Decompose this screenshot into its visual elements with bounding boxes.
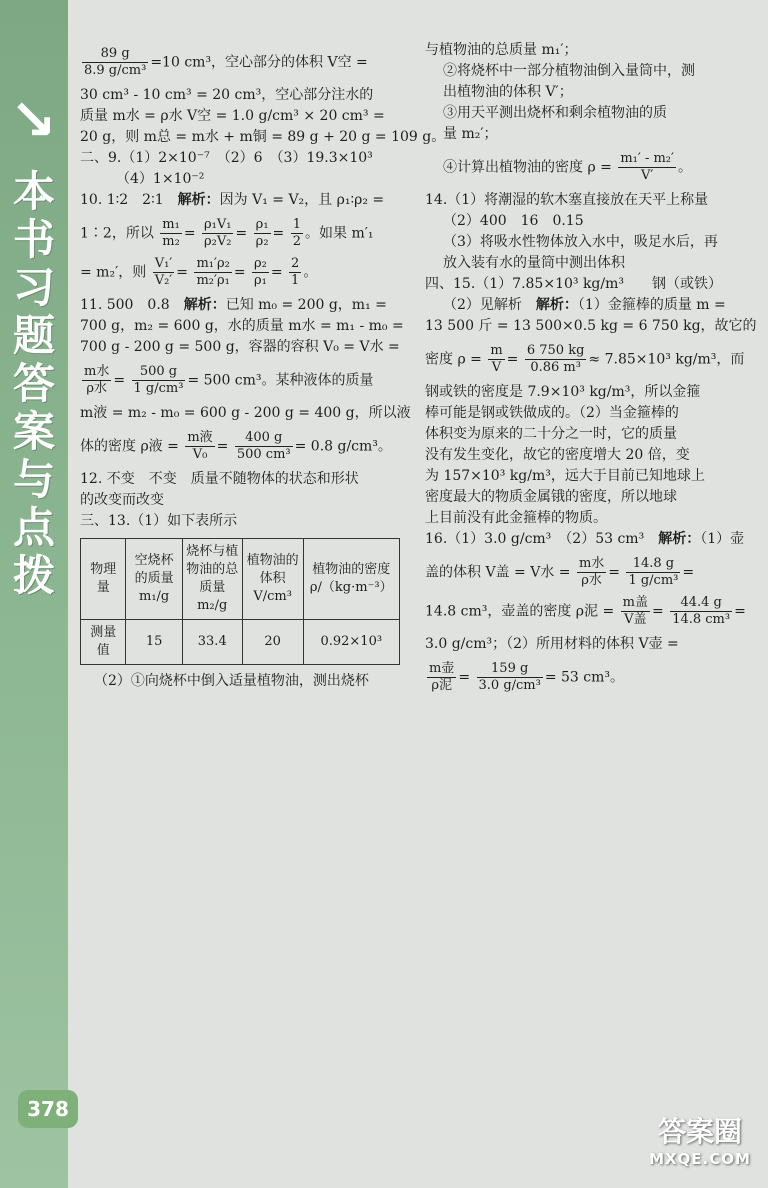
answer-line: 16.（1）3.0 g/cm³ （2）53 cm³ 解析：（1）壶 xyxy=(425,531,745,547)
answer-line: 30 cm³ - 10 cm³ = 20 cm³，空心部分注水的 xyxy=(80,87,374,103)
answer-line: 10. 1∶2 2∶1 解析：因为 V₁ = V₂，且 ρ₁∶ρ₂ = xyxy=(80,192,385,208)
page-number: 378 xyxy=(18,1090,78,1128)
answer-line: $\frac{89 g}{\text{8.9 g/cm³}}$ =10 cm³，空心部分的体积 V空 = xyxy=(84,46,368,78)
answer-line: 12. 不变 不变 质量不随物体的状态和形状 xyxy=(80,471,359,487)
analysis-label: 解析： xyxy=(183,297,226,313)
answer-line: 体积变为原来的二十分之一时，它的质量 xyxy=(425,426,677,442)
table-cell: 15 xyxy=(126,620,182,665)
answer-line: 为 157×10³ kg/m³，远大于目前已知地球上 xyxy=(425,468,705,484)
answer-line: 盖的体积 V盖 = V水 = $\frac{\text{m水}}{\text{ρ水}}$ = $\frac{14.8 g}{\text{1 g/cm³}}$ = xyxy=(425,556,695,588)
answer-line: 出植物油的体积 V′； xyxy=(443,84,573,100)
answer-line: 钢或铁的密度是 7.9×10³ kg/m³，所以金箍 xyxy=(425,384,701,400)
answer-line: 14.8 cm³，壶盖的密度 ρ泥 = $\frac{\text{m盖}}{\text{V盖}}$ = $\frac{44.4 g}{\text{14.8 cm³}}$ = xyxy=(425,595,746,627)
watermark xyxy=(640,1110,760,1182)
answer-line: 四、15.（1）7.85×10³ kg/m³ 钢（或铁） xyxy=(425,276,723,292)
answer-line: （4）1×10⁻² xyxy=(116,171,205,187)
watermark-site: MXQE.COM xyxy=(649,1150,751,1168)
arrow-icon: ↘ xyxy=(9,88,57,153)
answer-line: 棒可能是钢或铁做成的。（2）当金箍棒的 xyxy=(425,405,679,421)
answer-line: 1∶2，所以 $\frac{\text{m₁}}{\text{m₂}}$ = $\frac{\text{ρ₁V₁}}{\text{ρ₂V₂}}$ = $\frac{\text{ρ₁}}{\text{ρ₂}}$ = $\frac{1}{2}$ 。如果 m′₁ xyxy=(80,217,374,249)
right-column xyxy=(425,40,757,700)
answer-line: 密度 ρ = $\frac{m}{V}$ = $\frac{6 750 kg}{\text{0.86 m³}}$ ≈ 7.85×10³ kg/m³，而 xyxy=(425,343,745,375)
answer-line: ④计算出植物油的密度 ρ = $\frac{\text{m₁′ - m₂′}}{V'}$ 。 xyxy=(443,151,692,183)
table-cell: 20 xyxy=(242,620,303,665)
table-header-cell: 植物油的密度 ρ/（kg·m⁻³） xyxy=(303,539,399,620)
answer-line: $\frac{\text{m壶}}{\text{ρ泥}}$ = $\frac{159 g}{\text{3.0 g/cm³}}$ = 53 cm³。 xyxy=(429,661,625,693)
table-cell: 0.92×10³ xyxy=(303,620,399,665)
table-cell: 33.4 xyxy=(182,620,242,665)
watermark-logo: 答案圈 xyxy=(657,1115,742,1148)
answer-line: 没有发生变化，故它的密度增大 20 倍，变 xyxy=(425,447,690,463)
sidebar-title: 本书习题答案与点拨 xyxy=(12,167,55,600)
answer-line: 体的密度 ρ液 = $\frac{\text{m液}}{\text{V₀}}$ = $\frac{400 g}{\text{500 cm³}}$ = 0.8 g/cm³。 xyxy=(80,430,392,462)
answer-line: 放入装有水的量筒中测出体积 xyxy=(443,255,625,271)
table-header-cell: 植物油的体积 V/cm³ xyxy=(242,539,303,620)
answer-line: ②将烧杯中一部分植物油倒入量筒中，测 xyxy=(443,63,695,79)
sidebar-band xyxy=(0,0,68,1188)
answer-line: $\frac{\text{m水}}{\text{ρ水}}$ = $\frac{500 g}{\text{1 g/cm³}}$ = 500 cm³。某种液体的质量 xyxy=(84,364,374,396)
answer-line: 上目前没有此金箍棒的物质。 xyxy=(425,510,607,526)
answer-line: （2）见解析 解析：（1）金箍棒的质量 m = xyxy=(443,297,726,313)
fraction: $\frac{89 g}{\text{8.9 g/cm³}}$ xyxy=(84,46,147,78)
measurement-table xyxy=(80,538,400,665)
answer-line: 质量 m水 = ρ水 V空 = 1.0 g/cm³ × 20 cm³ = xyxy=(80,108,385,124)
answer-line: m液 = m₂ - m₀ = 600 g - 200 g = 400 g，所以液 xyxy=(80,405,411,421)
answer-line: 3.0 g/cm³；（2）所用材料的体积 V壶 = xyxy=(425,636,679,652)
table-header-cell: 烧杯与植物油的总质量 m₂/g xyxy=(182,539,242,620)
analysis-label: 解析： xyxy=(177,192,220,208)
table-header-cell: 空烧杯的质量 m₁/g xyxy=(126,539,182,620)
answer-line: 700 g - 200 g = 500 g，容器的容积 V₀ = V水 = xyxy=(80,339,400,355)
answer-line: 密度最大的物质金属锇的密度，所以地球 xyxy=(425,489,677,505)
answer-line: ③用天平测出烧杯和剩余植物油的质 xyxy=(443,105,667,121)
answer-line: 700 g，m₂ = 600 g，水的质量 m水 = m₁ - m₀ = xyxy=(80,318,404,334)
answer-line: 14.（1）将潮湿的软木塞直接放在天平上称量 xyxy=(425,192,709,208)
table-row xyxy=(81,620,400,665)
answer-line: （3）将吸水性物体放入水中，吸足水后，再 xyxy=(443,234,718,250)
table-cell: 测量值 xyxy=(81,620,126,665)
answer-line: （2）400 16 0.15 xyxy=(443,213,584,229)
table-header-cell: 物理量 xyxy=(81,539,126,620)
answer-line: = m₂′，则 $\frac{\text{V₁′}}{\text{V₂′}}$ = $\frac{\text{m₁′ρ₂}}{\text{m₂′ρ₁}}$ = $\frac{\text{ρ₂}}{\text{ρ₁}}$ = $\frac{2}{1}$ 。 xyxy=(80,256,318,288)
answer-line: 的改变而改变 xyxy=(80,492,164,508)
answer-line: 13 500 斤 = 13 500×0.5 kg = 6 750 kg，故它的 xyxy=(425,318,757,334)
analysis-label: 解析： xyxy=(658,531,701,547)
answer-line: 量 m₂′； xyxy=(443,126,498,142)
answer-line: 二、9.（1）2×10⁻⁷ （2）6 （3）19.3×10³ xyxy=(80,150,373,166)
table-header-row xyxy=(81,539,400,620)
answer-line: 11. 500 0.8 解析：已知 m₀ = 200 g，m₁ = xyxy=(80,297,387,313)
answer-line: 与植物油的总质量 m₁′； xyxy=(425,42,578,58)
left-column xyxy=(80,40,446,692)
answer-line: 三、13.（1）如下表所示 xyxy=(80,513,238,529)
analysis-label: 解析： xyxy=(535,297,578,313)
answer-line: 20 g，则 m总 = m水 + m铜 = 89 g + 20 g = 109 g。 xyxy=(80,129,446,145)
answer-line: （2）①向烧杯中倒入适量植物油，测出烧杯 xyxy=(94,673,369,689)
